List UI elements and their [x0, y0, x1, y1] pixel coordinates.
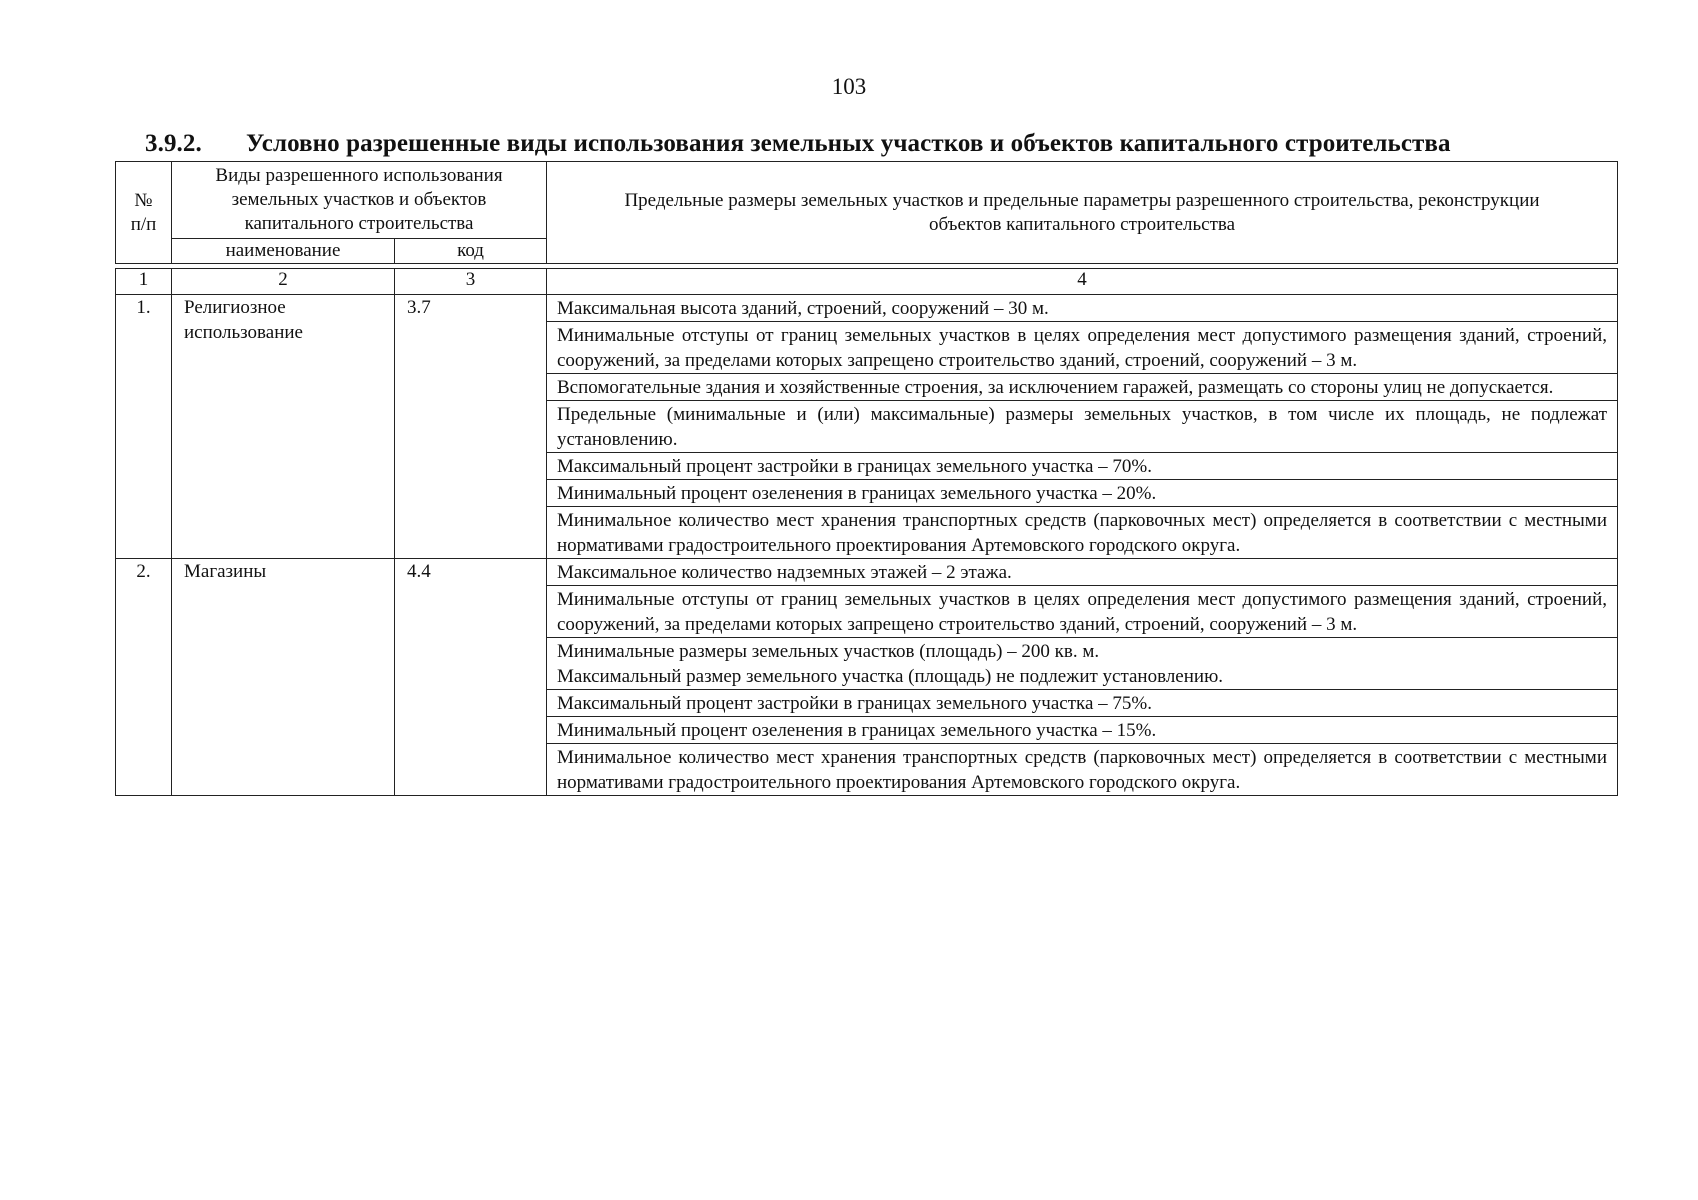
parameter-cell: Минимальный процент озеленения в границах земельного участка – 15%. [547, 717, 1618, 744]
header-code: код [395, 239, 547, 264]
parameter-cell: Минимальные отступы от границ земельных участков в целях определения мест допустимого размещения зданий, строений, сооружений, за пределами которых запрещено строительство зданий, строений, сооружений – 3 м. [547, 586, 1618, 638]
parameter-cell: Максимальная высота зданий, строений, сооружений – 30 м. [547, 295, 1618, 322]
header-use-types: Виды разрешенного использования земельных участков и объектов капитального строительства [172, 162, 547, 239]
use-name: Религиозное использование [172, 295, 395, 559]
section-heading [145, 130, 1615, 158]
parameter-cell: Вспомогательные здания и хозяйственные строения, за исключением гаражей, размещать со стороны улиц не допускается. [547, 374, 1618, 401]
use-name: Магазины [172, 559, 395, 796]
parameter-line: Максимальный размер земельного участка (площадь) не подлежит установлению. [557, 666, 1224, 687]
use-code: 3.7 [395, 295, 547, 559]
section-title: Условно разрешенные виды использования земельных участков и объектов капитального строительства [246, 130, 1451, 157]
table-header [115, 161, 1618, 264]
row-number: 2. [116, 559, 172, 796]
header-name: наименование [172, 239, 395, 264]
use-code: 4.4 [395, 559, 547, 796]
parameter-cell: Максимальное количество надземных этажей – 2 этажа. [547, 559, 1618, 586]
header-num: № п/п [116, 162, 172, 264]
table-row [116, 295, 1618, 322]
parameter-cell [547, 638, 1618, 690]
page-number: 103 [831, 74, 867, 99]
row-number: 1. [116, 295, 172, 559]
parameter-cell: Максимальный процент застройки в границах земельного участка – 70%. [547, 453, 1618, 480]
column-number: 3 [395, 269, 547, 295]
parameter-cell: Минимальные отступы от границ земельных участков в целях определения мест допустимого размещения зданий, строений, сооружений, за пределами которых запрещено строительство зданий, строений, сооружений – 3 м. [547, 322, 1618, 374]
parameter-cell: Минимальный процент озеленения в границах земельного участка – 20%. [547, 480, 1618, 507]
column-number: 1 [116, 269, 172, 295]
column-numbers-row [116, 269, 1618, 295]
parameter-line: Минимальные размеры земельных участков (площадь) – 200 кв. м. [557, 641, 1100, 662]
table-row [116, 559, 1618, 586]
header-params: Предельные размеры земельных участков и предельные параметры разрешенного строительства, реконструкции объектов капитального строительства [547, 162, 1618, 264]
column-number: 4 [547, 269, 1618, 295]
section-number: 3.9.2. [145, 130, 202, 157]
data-table [115, 268, 1618, 796]
column-number: 2 [172, 269, 395, 295]
parameter-cell: Минимальное количество мест хранения транспортных средств (парковочных мест) определяется в соответствии с местными нормативами градостроительного проектирования Артемовского городского округа. [547, 744, 1618, 796]
parameter-cell: Минимальное количество мест хранения транспортных средств (парковочных мест) определяется в соответствии с местными нормативами градостроительного проектирования Артемовского городского округа. [547, 507, 1618, 559]
parameter-cell: Предельные (минимальные и (или) максимальные) размеры земельных участков, в том числе их площадь, не подлежат установлению. [547, 401, 1618, 453]
parameter-cell: Максимальный процент застройки в границах земельного участка – 75%. [547, 690, 1618, 717]
